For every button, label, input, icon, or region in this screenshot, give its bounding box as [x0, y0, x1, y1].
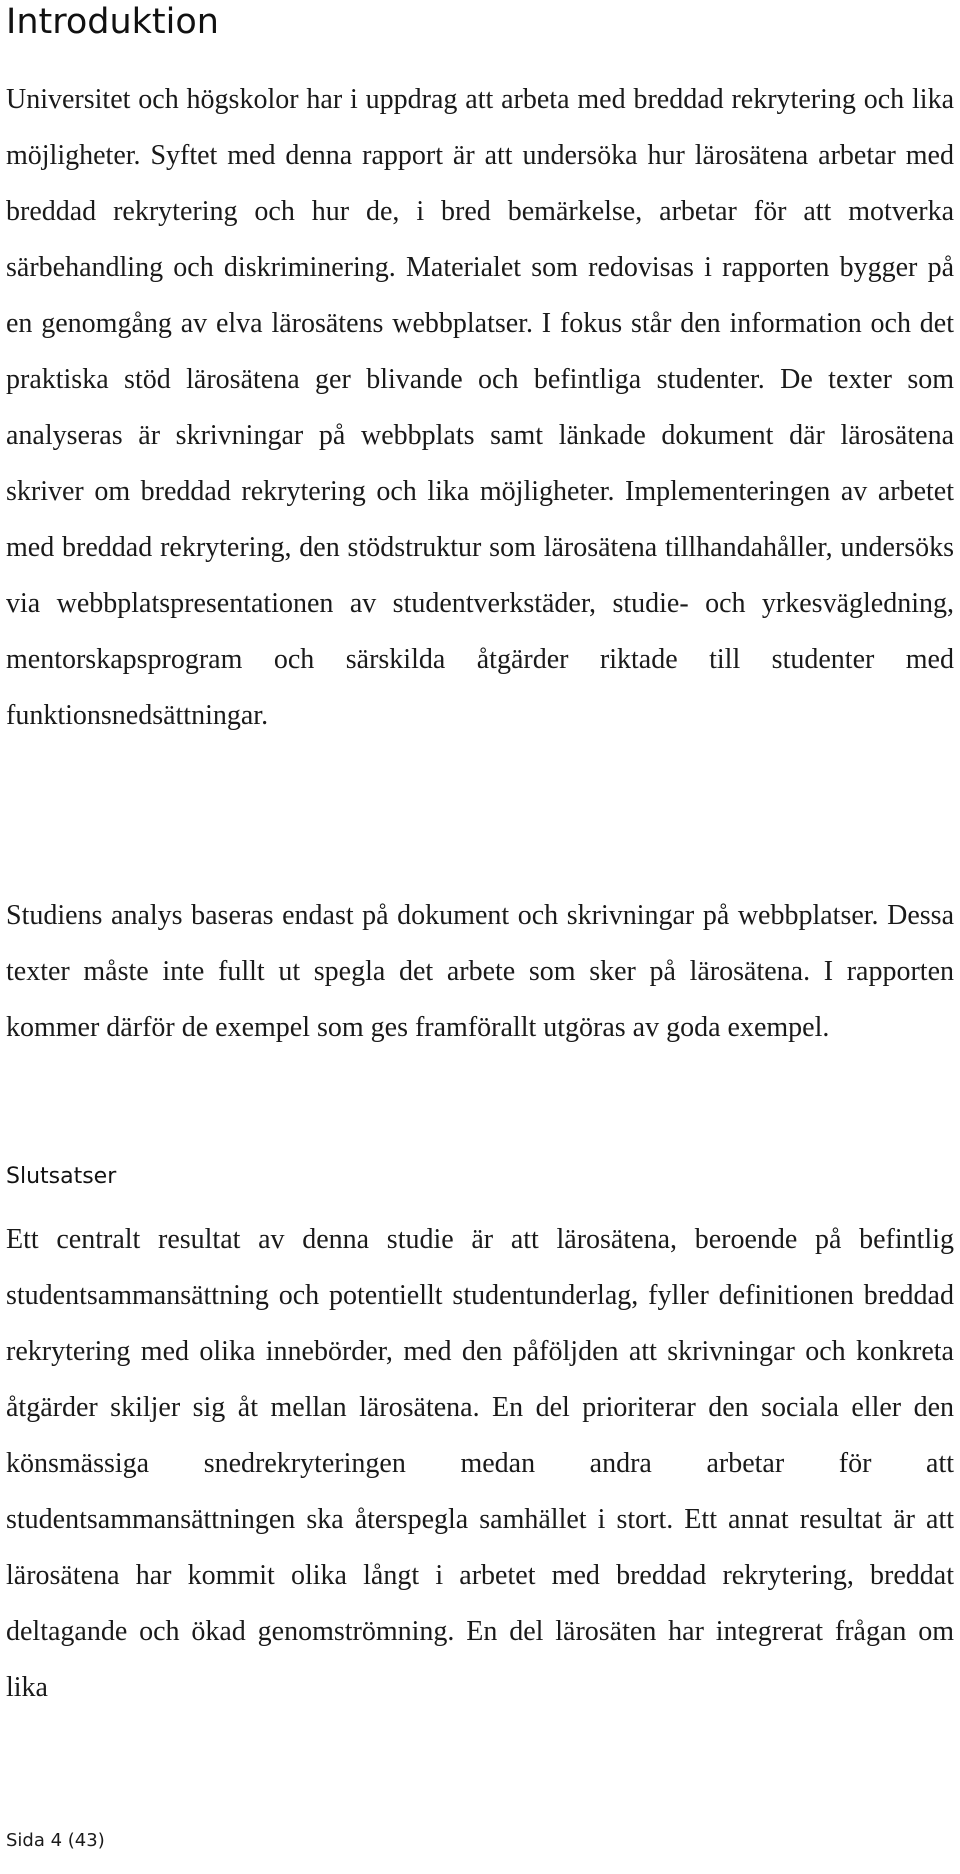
section-heading-slutsatser: Slutsatser: [6, 1164, 117, 1189]
intro-paragraph-2: Studiens analys baseras endast på dokument och skrivningar på webbplatser. Dessa texter måste inte fullt ut spegla det arbete som sker på lärosätena. I rapporten kommer därför de exempel som ges framförallt utgöras av goda exempel.: [6, 900, 954, 1043]
section-heading-introduktion: Introduktion: [6, 2, 219, 42]
page-number-footer: Sida 4 (43): [6, 1830, 105, 1851]
intro-paragraph-1: Universitet och högskolor har i uppdrag att arbeta med breddad rekrytering och lika möjligheter. Syftet med denna rapport är att undersöka hur lärosätena arbetar med breddad rekrytering och hur de, i bred bemärkelse, arbetar för att motverka särbehandling och diskriminering. Materialet som redovisas i rapporten bygger på en genomgång av elva lärosätens webbplatser. I fokus står den information och det praktiska stöd lärosätena ger blivande och befintliga studenter. De texter som analyseras är skrivningar på webbplats samt länkade dokument där lärosätena skriver om breddad rekrytering och lika möjligheter. Implementeringen av arbetet med breddad rekrytering, den stödstruktur som lärosätena tillhandahåller, undersöks via webbplatspresentationen av studentverkstäder, studie- och yrkesvägledning, mentorskapsprogram och särskilda åtgärder riktade till studenter med funktionsnedsättningar.: [6, 84, 954, 731]
conclusion-paragraph: Ett centralt resultat av denna studie är att lärosätena, beroende på befintlig studentsammansättning och potentiellt studentunderlag, fyller definitionen breddad rekrytering med olika innebörder, med den påföljden att skrivningar och konkreta åtgärder skiljer sig åt mellan lärosätena. En del prioriterar den sociala eller den könsmässiga snedrekryteringen medan andra arbetar för att studentsammansättningen ska återspegla samhället i stort. Ett annat resultat är att lärosätena har kommit olika långt i arbetet med breddad rekrytering, breddat deltagande och ökad genomströmning. En del lärosäten har integrerat frågan om lika: [6, 1224, 954, 1703]
